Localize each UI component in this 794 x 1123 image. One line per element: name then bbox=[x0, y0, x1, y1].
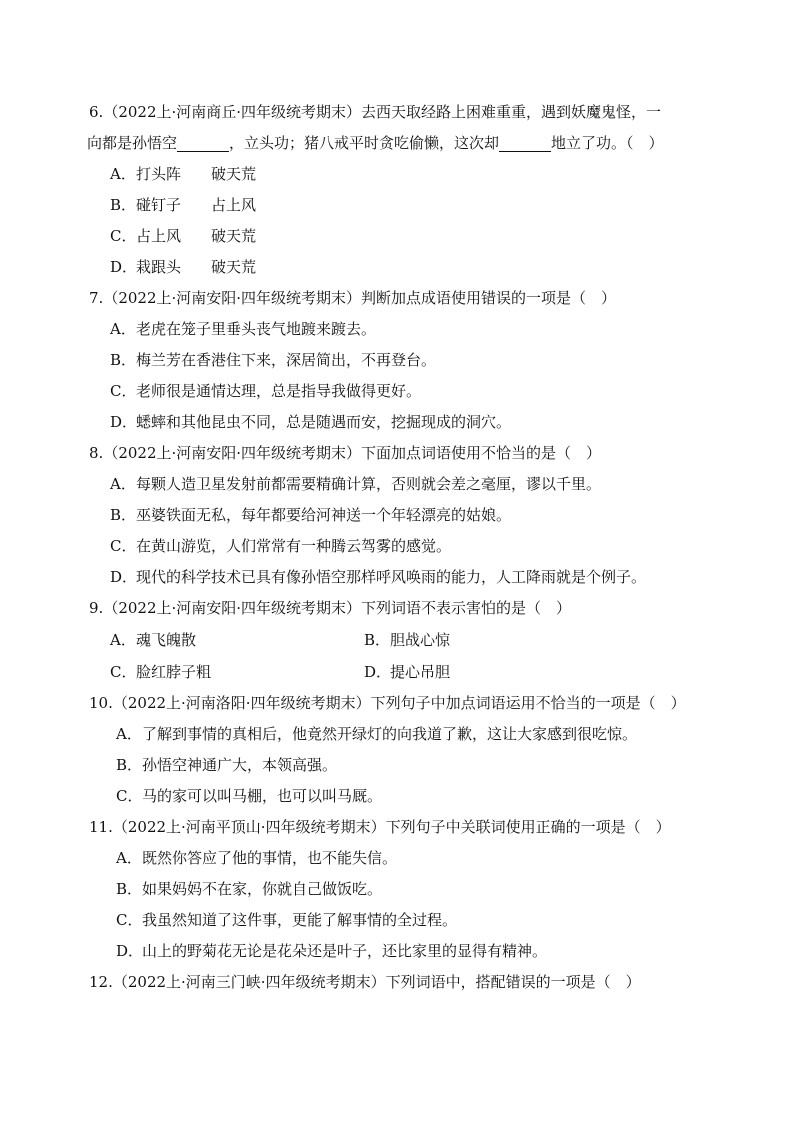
question-7 bbox=[89, 283, 709, 314]
question-12-stem: 12.（2022上·河南三门峡·四年级统考期末）下列词语中，搭配错误的一项是（ ） bbox=[89, 973, 641, 991]
option-9a[interactable]: A．魂飞魄散 bbox=[110, 631, 197, 649]
option-6c[interactable]: C．占上风 破天荒 bbox=[110, 227, 257, 245]
question-11-stem: 11.（2022上·河南平顶山·四年级统考期末）下列句子中关联词使用正确的一项是（ ） bbox=[89, 818, 671, 836]
question-7-stem: 7.（2022上·河南安阳·四年级统考期末）判断加点成语使用错误的一项是（ ） bbox=[89, 289, 617, 307]
question-9-stem: 9.（2022上·河南安阳·四年级统考期末）下列词语不表示害怕的是（ ） bbox=[89, 599, 572, 617]
option-8d[interactable]: D．现代的科学技术已具有像孙悟空那样呼风唤雨的能力，人工降雨就是个例子。 bbox=[110, 568, 647, 586]
option-8b[interactable]: B．巫婆铁面无私，每年都要给河神送一个年轻漂亮的姑娘。 bbox=[110, 506, 512, 524]
option-6a[interactable]: A．打头阵 破天荒 bbox=[110, 165, 257, 183]
question-10 bbox=[89, 688, 719, 719]
option-7b[interactable]: B．梅兰芳在香港住下来，深居简出，不再登台。 bbox=[110, 351, 437, 369]
question-11 bbox=[89, 812, 719, 843]
question-8-stem: 8.（2022上·河南安阳·四年级统考期末）下面加点词语使用不恰当的是（ ） bbox=[89, 444, 602, 462]
option-7d[interactable]: D．蟋蟀和其他昆虫不同，总是随遇而安，挖掘现成的洞穴。 bbox=[110, 413, 512, 431]
question-12 bbox=[89, 967, 719, 998]
option-10c[interactable]: C．马的家可以叫马棚，也可以叫马厩。 bbox=[116, 787, 383, 805]
question-6-stem-line2: 向都是孙悟空 ，立头功；猪八戒平时贪吃偷懒，这次却 地立了功。（ ） bbox=[87, 134, 664, 152]
question-8 bbox=[89, 438, 709, 469]
answer-blank[interactable] bbox=[177, 133, 229, 152]
option-9d[interactable]: D．提心吊胆 bbox=[364, 663, 451, 681]
option-7a[interactable]: A．老虎在笼子里垂头丧气地踱来踱去。 bbox=[110, 320, 377, 338]
option-11c[interactable]: C．我虽然知道了这件事，更能了解事情的全过程。 bbox=[116, 911, 458, 929]
question-9 bbox=[89, 593, 709, 624]
question-10-stem: 10.（2022上·河南洛阳·四年级统考期末）下列句子中加点词语运用不恰当的一项是（ ） bbox=[89, 694, 686, 712]
option-7c[interactable]: C．老师很是通情达理，总是指导我做得更好。 bbox=[110, 382, 422, 400]
option-11d[interactable]: D．山上的野菊花无论是花朵还是叶子，还比家里的显得有精神。 bbox=[116, 942, 548, 960]
option-11b[interactable]: B．如果妈妈不在家，你就自己做饭吃。 bbox=[116, 880, 383, 898]
question-6 bbox=[89, 97, 709, 159]
option-9b[interactable]: B．胆战心惊 bbox=[364, 631, 451, 649]
option-6b[interactable]: B．碰钉子 占上风 bbox=[110, 196, 257, 214]
option-10a[interactable]: A．了解到事情的真相后，他竟然开绿灯的向我道了歉，这让大家感到很吃惊。 bbox=[116, 725, 638, 743]
option-8c[interactable]: C．在黄山游览，人们常常有一种腾云驾雾的感觉。 bbox=[110, 537, 452, 555]
option-10b[interactable]: B．孙悟空神通广大，本领高强。 bbox=[116, 756, 338, 774]
answer-blank[interactable] bbox=[499, 133, 551, 152]
option-11a[interactable]: A．既然你答应了他的事情，也不能失信。 bbox=[116, 849, 398, 867]
option-8a[interactable]: A．每颗人造卫星发射前都需要精确计算，否则就会差之毫厘，谬以千里。 bbox=[110, 475, 602, 493]
option-6d[interactable]: D．栽跟头 破天荒 bbox=[110, 258, 257, 276]
option-9c[interactable]: C．脸红脖子粗 bbox=[110, 663, 212, 681]
question-6-stem-line1: 6.（2022上·河南商丘·四年级统考期末）去西天取经路上困难重重，遇到妖魔鬼怪，一 bbox=[89, 103, 662, 121]
